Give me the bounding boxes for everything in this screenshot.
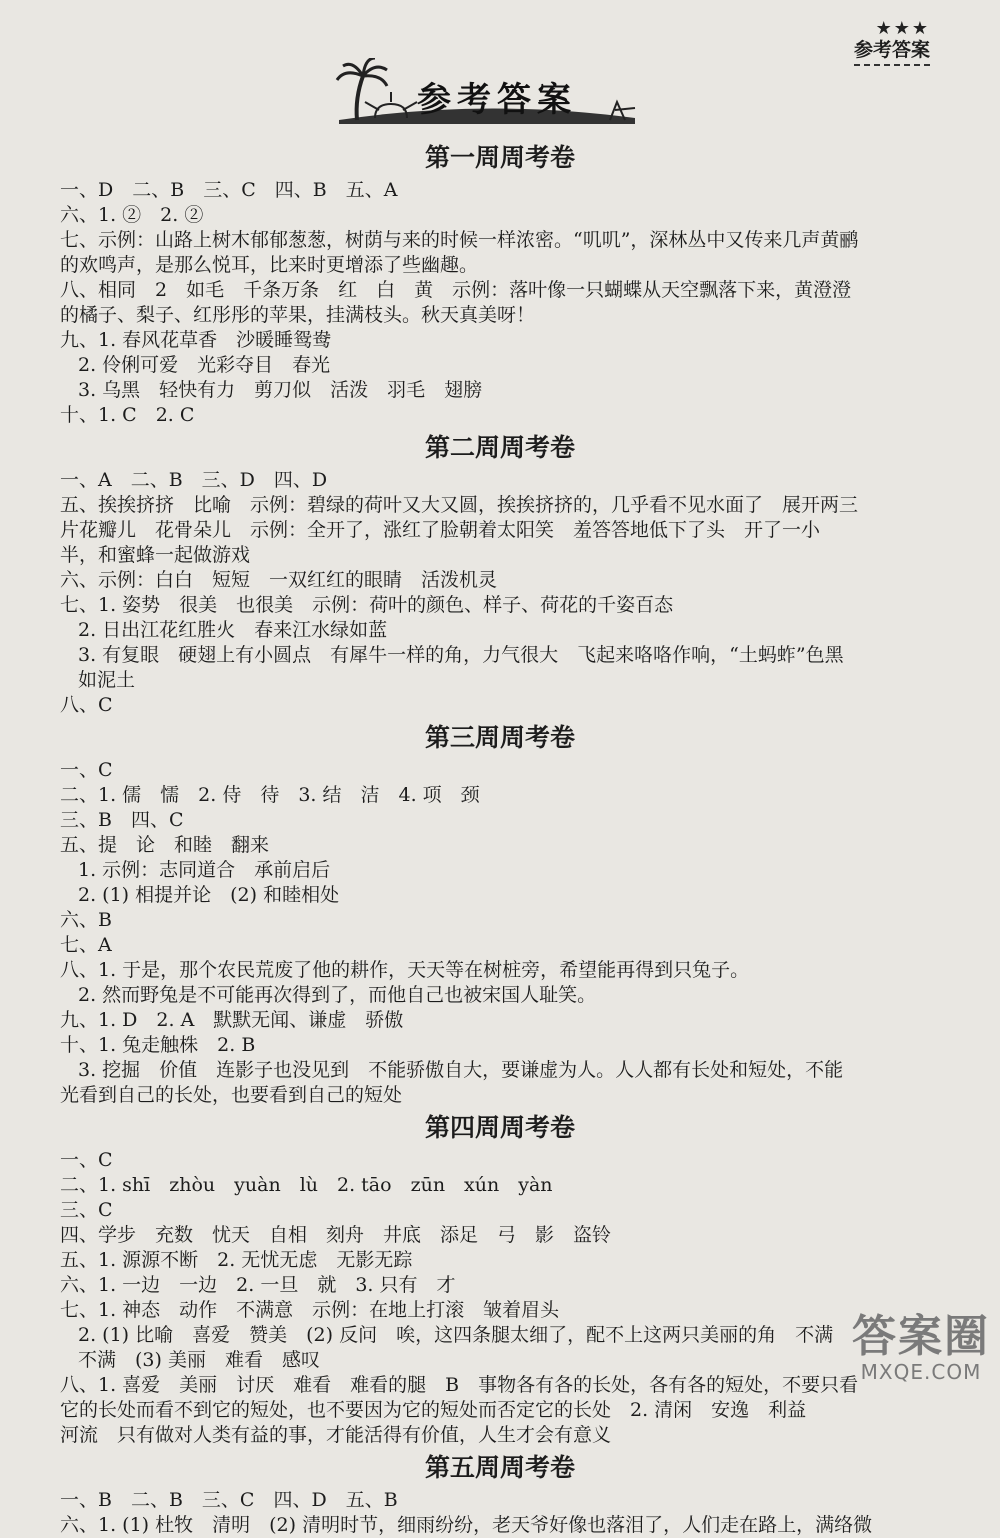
answer-line: 六、1. 一边 一边 2. 一旦 就 3. 只有 才 <box>60 1274 456 1296</box>
answer-line: 九、1. D 2. A 默默无闻、谦虚 骄傲 <box>60 1009 404 1031</box>
answer-line: 一、B 二、B 三、C 四、D 五、B <box>60 1489 398 1511</box>
answer-line: 六、B <box>60 909 112 931</box>
answer-line: 2. (1) 相提并论 (2) 和睦相处 <box>78 884 340 906</box>
answer-line: 二、1. 儒 懦 2. 侍 待 3. 结 洁 4. 项 颈 <box>60 784 480 806</box>
answer-line: 光看到自己的长处，也要看到自己的短处 <box>60 1084 403 1106</box>
corner-label: 参考答案 <box>854 35 930 66</box>
answer-line: 它的长处而看不到它的短处，也不要因为它的短处而否定它的长处 2. 清闲 安逸 利益 <box>60 1399 807 1421</box>
section-heading: 第五周周考卷 <box>424 1453 575 1482</box>
answer-line: 八、相同 2 如毛 千条万条 红 白 黄 示例：落叶像一只蝴蝶从天空飘落下来，黄澄澄 <box>60 279 852 301</box>
answer-line: 的橘子、梨子、红彤彤的苹果，挂满枝头。秋天真美呀！ <box>60 304 536 326</box>
answer-line: 半，和蜜蜂一起做游戏 <box>60 544 251 566</box>
answer-line: 一、C <box>60 1149 113 1171</box>
watermark-url: MXQE.COM <box>860 1360 982 1384</box>
section-heading: 第三周周考卷 <box>424 723 575 752</box>
answer-line: 七、1. 姿势 很美 也很美 示例：荷叶的颜色、样子、荷花的千姿百态 <box>60 594 674 616</box>
title-banner <box>335 58 645 128</box>
answer-line: 十、1. 兔走触株 2. B <box>60 1034 256 1056</box>
answer-line: 三、B 四、C <box>60 809 184 831</box>
answer-line: 1. 示例：志同道合 承前启后 <box>78 859 331 881</box>
answer-line: 四、学步 充数 忧天 自相 刻舟 井底 添足 弓 影 盗铃 <box>60 1224 612 1246</box>
answer-line: 一、C <box>60 759 113 781</box>
corner-header <box>854 18 930 66</box>
answer-line: 二、1. shī zhòu yuàn lù 2. tāo zūn xún yàn <box>60 1174 553 1196</box>
answer-line: 2. 伶俐可爱 光彩夺目 春光 <box>78 354 331 376</box>
section-heading: 第四周周考卷 <box>424 1113 575 1142</box>
answer-line: 2. 日出江花红胜火 春来江水绿如蓝 <box>78 619 388 641</box>
answer-content <box>60 138 940 1538</box>
answer-line: 一、D 二、B 三、C 四、B 五、A <box>60 179 398 201</box>
answer-line: 五、1. 源源不断 2. 无忧无虑 无影无踪 <box>60 1249 413 1271</box>
answer-line: 五、提 论 和睦 翻来 <box>60 834 270 856</box>
answer-line: 如泥土 <box>78 669 136 691</box>
answer-line: 八、1. 于是，那个农民荒废了他的耕作，天天等在树桩旁，希望能再得到只兔子。 <box>60 959 750 981</box>
answer-line: 十、1. C 2. C <box>60 404 195 426</box>
watermark-text: 答案圈 <box>852 1311 990 1362</box>
answer-line: 不满 (3) 美丽 难看 感叹 <box>78 1349 320 1371</box>
answer-line: 七、1. 神态 动作 不满意 示例：在地上打滚 皱着眉头 <box>60 1299 560 1321</box>
answer-line: 一、A 二、B 三、D 四、D <box>60 469 328 491</box>
answer-line: 七、A <box>60 934 112 956</box>
answer-line: 六、示例：白白 短短 一双红红的眼睛 活泼机灵 <box>60 569 498 591</box>
answer-line: 的欢鸣声，是那么悦耳，比来时更增添了些幽趣。 <box>60 254 479 276</box>
answer-line: 3. 有复眼 硬翅上有小圆点 有犀牛一样的角，力气很大 飞起来咯咯作响，“土蚂蚱”色黑 <box>78 644 844 666</box>
answer-line: 九、1. 春风花草香 沙暖睡鸳鸯 <box>60 329 332 351</box>
answer-line: 五、挨挨挤挤 比喻 示例：碧绿的荷叶又大又圆，挨挨挤挤的，几乎看不见水面了 展开两三 <box>60 494 859 516</box>
answer-line: 3. 挖掘 价值 连影子也没见到 不能骄傲自大，要谦虚为人。人人都有长处和短处，不能 <box>78 1059 844 1081</box>
answer-line: 八、1. 喜爱 美丽 讨厌 难看 难看的腿 B 事物各有各的长处，各有各的短处，不要只看 <box>60 1374 859 1396</box>
answer-line: 2. 然而野兔是不可能再次得到了，而他自己也被宋国人耻笑。 <box>78 984 597 1006</box>
answer-line: 三、C <box>60 1199 113 1221</box>
answer-line: 3. 乌黑 轻快有力 剪刀似 活泼 羽毛 翅膀 <box>78 379 483 401</box>
banner-title: 参考答案 <box>417 80 577 120</box>
star-icons: ★★★ <box>875 18 930 39</box>
answer-line: 六、1. ② 2. ② <box>60 204 204 226</box>
section-heading: 第二周周考卷 <box>424 433 575 462</box>
watermark-logo <box>852 1311 990 1384</box>
answer-line: 河流 只有做对人类有益的事，才能活得有价值，人生才会有意义 <box>60 1424 612 1446</box>
answer-line: 六、1. (1) 杜牧 清明 (2) 清明时节，细雨纷纷，老天爷好像也落泪了，人们走在路上，满络微 <box>60 1514 873 1536</box>
answer-line: 八、C <box>60 694 113 716</box>
answer-line: 七、示例：山路上树木郁郁葱葱，树荫与来的时候一样浓密。“叽叽”，深林丛中又传来几声黄鹂 <box>60 229 859 251</box>
section-heading: 第一周周考卷 <box>424 143 575 172</box>
answer-line: 2. (1) 比喻 喜爱 赞美 (2) 反问 唉，这四条腿太细了，配不上这两只美丽的角 不满 <box>78 1324 834 1346</box>
answer-line: 片花瓣儿 花骨朵儿 示例：全开了，涨红了脸朝着太阳笑 羞答答地低下了头 开了一小 <box>60 519 821 541</box>
